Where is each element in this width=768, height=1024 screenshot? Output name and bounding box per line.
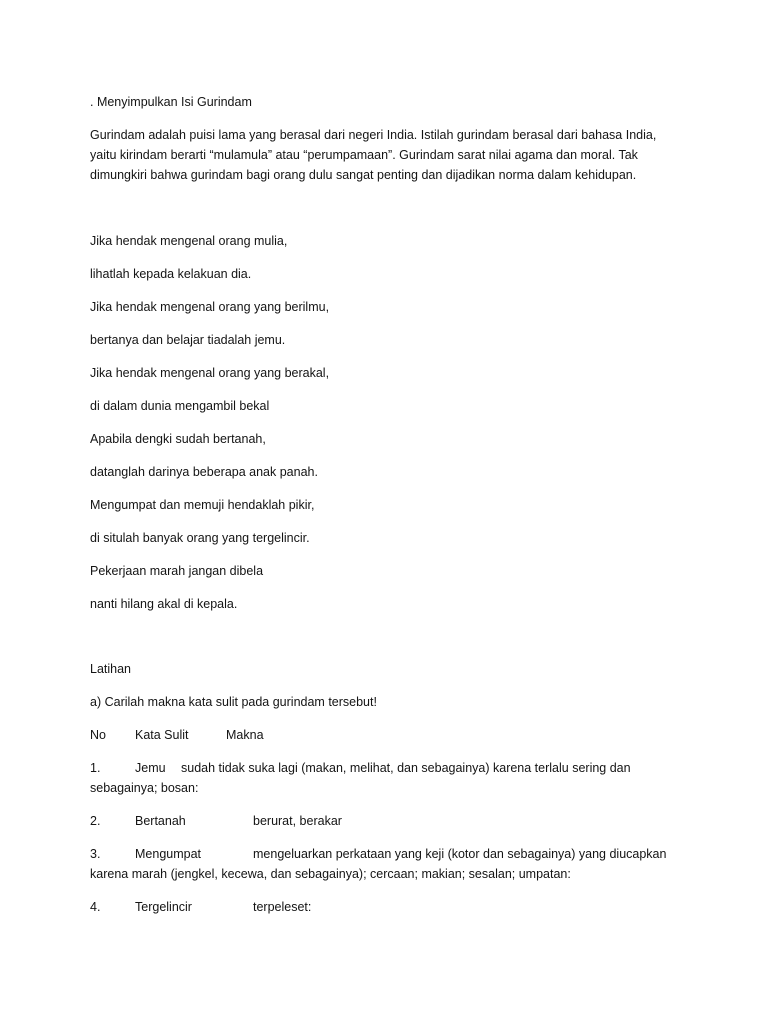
row-meaning-continued: karena marah (jengkel, kecewa, dan sebagainya); cercaan; makian; sesalan; umpatan: [90,867,571,881]
table-row [90,897,690,917]
row-number: 4. [90,900,101,914]
row-meaning: sudah tidak suka lagi (makan, melihat, dan sebagainya) karena terlalu sering dan [181,761,631,775]
row-meaning: terpeleset: [253,900,312,914]
exercise-question: a) Carilah makna kata sulit pada gurindam tersebut! [90,695,377,709]
poem-line: di situlah banyak orang yang tergelincir. [90,531,310,545]
poem-line: Jika hendak mengenal orang yang berilmu, [90,300,330,314]
intro-line-1: Gurindam adalah puisi lama yang berasal dari negeri India. Istilah gurindam berasal dari bahasa India, [90,128,657,142]
row-meaning: berurat, berakar [253,814,342,828]
row-number: 1. [90,761,101,775]
poem-line: di dalam dunia mengambil bekal [90,399,270,413]
table-header-row [90,725,690,745]
poem-line: lihatlah kepada kelakuan dia. [90,267,252,281]
row-number: 2. [90,814,101,828]
row-meaning-continued: sebagainya; bosan: [90,781,199,795]
row-number: 3. [90,847,101,861]
table-row [90,811,690,831]
exercise-title: Latihan [90,662,132,676]
poem-line: Pekerjaan marah jangan dibela [90,564,264,578]
intro-line-3: dimungkiri bahwa gurindam bagi orang dulu sangat penting dan dijadikan norma dalam kehidupan. [90,168,637,182]
section-heading: . Menyimpulkan Isi Gurindam [90,95,252,109]
row-word: Bertanah [135,814,186,828]
row-word: Jemu [135,761,166,775]
poem-line: datanglah darinya beberapa anak panah. [90,465,318,479]
row-word: Mengumpat [135,847,202,861]
table-row [90,758,690,798]
poem-line: bertanya dan belajar tiadalah jemu. [90,333,286,347]
row-word: Tergelincir [135,900,192,914]
header-makna: Makna [226,728,264,742]
poem-line: Mengumpat dan memuji hendaklah pikir, [90,498,315,512]
header-kata-sulit: Kata Sulit [135,728,189,742]
table-row [90,844,690,884]
header-no: No [90,728,106,742]
poem-line: nanti hilang akal di kepala. [90,597,238,611]
intro-line-2: yaitu kirindam berarti “mulamula” atau “perumpamaan”. Gurindam sarat nilai agama dan moral. Tak [90,148,638,162]
poem-line: Jika hendak mengenal orang yang berakal, [90,366,330,380]
poem-line: Jika hendak mengenal orang mulia, [90,234,288,248]
row-meaning: mengeluarkan perkataan yang keji (kotor dan sebagainya) yang diucapkan [253,847,667,861]
poem-line: Apabila dengki sudah bertanah, [90,432,266,446]
